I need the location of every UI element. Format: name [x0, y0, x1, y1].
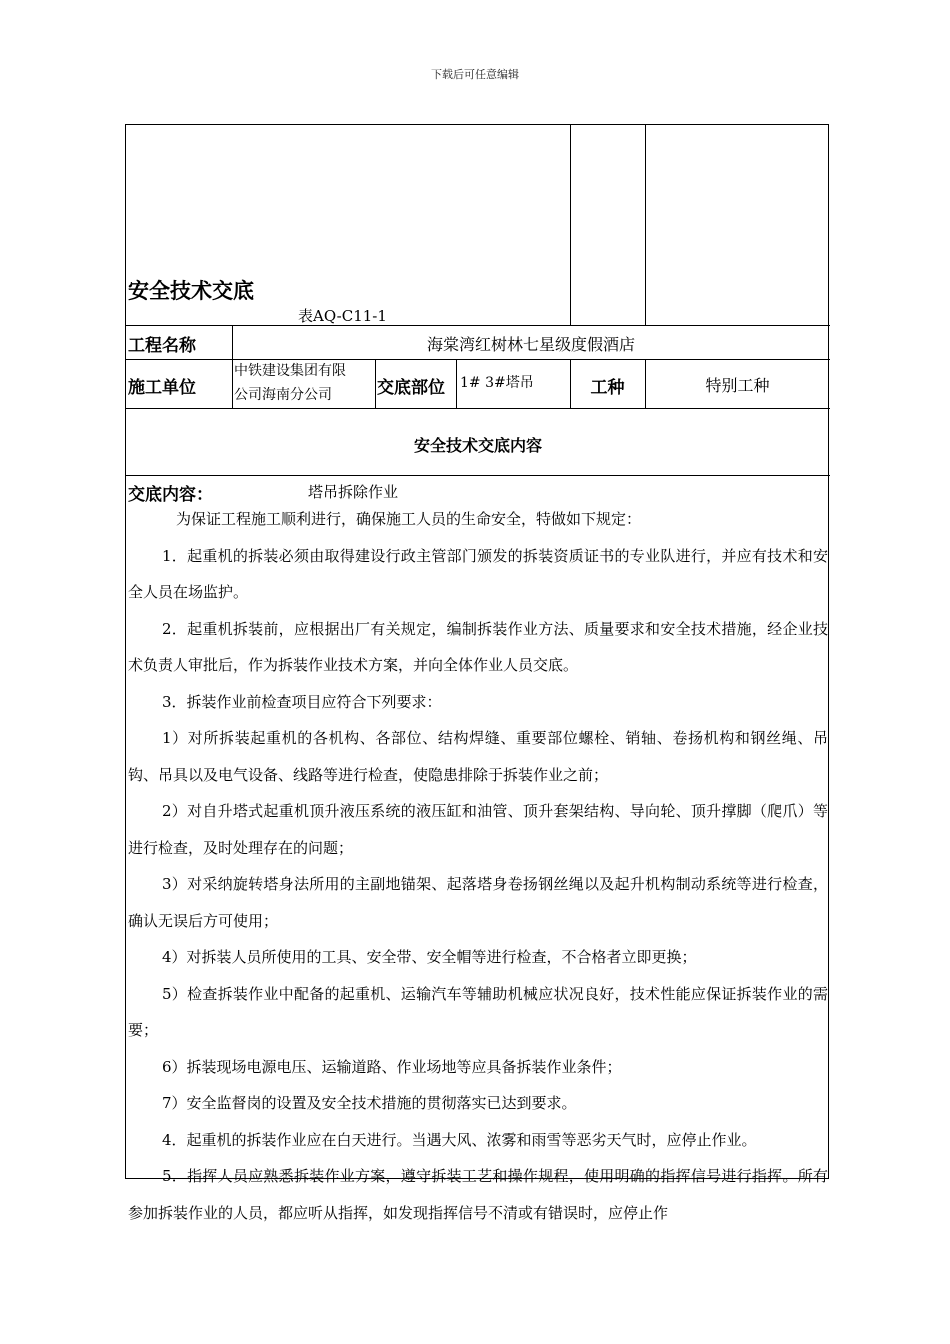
divider	[570, 125, 571, 325]
trade-label: 工种	[590, 378, 625, 398]
section-title: 安全技术交底内容	[413, 436, 542, 455]
divider	[126, 408, 830, 409]
rule-paragraph: 1．起重机的拆装必须由取得建设行政主管部门颁发的拆装资质证书的专业队进行，并应有技术和安全人员在场监护。	[128, 546, 828, 601]
rule-paragraph: 3）对采纳旋转塔身法所用的主副地锚架、起落塔身卷扬钢丝绳以及起升机构制动系统等进行检查，确认无误后方可使用；	[128, 875, 828, 930]
unit-label: 施工单位	[128, 378, 196, 398]
divider	[645, 125, 646, 325]
divider	[375, 359, 376, 408]
rule-paragraph: 5）检查拆装作业中配备的起重机、运输汽车等辅助机械应状况良好，技术性能应保证拆装作业的需要；	[128, 984, 828, 1039]
rule-paragraph: 4．起重机的拆装作业应在白天进行。当遇大风、浓雾和雨雪等恶劣天气时，应停止作业。	[162, 1130, 757, 1149]
content-label: 交底内容：	[128, 485, 213, 505]
rule-paragraph: 1）对所拆装起重机的各机构、各部位、结构焊缝、重要部位螺栓、销轴、卷扬机构和钢丝绳、吊钩、吊具以及电气设备、线路等进行检查，使隐患排除于拆装作业之前；	[128, 729, 828, 784]
content-body	[128, 501, 828, 1231]
header-note: 下载后可任意编辑	[431, 68, 519, 81]
divider	[126, 475, 830, 476]
project-value: 海棠湾红树林七星级度假酒店	[426, 335, 635, 354]
rule-paragraph: 4）对拆装人员所使用的工具、安全带、安全帽等进行检查，不合格者立即更换；	[162, 948, 697, 966]
part-value: 1# 3#塔吊	[460, 375, 534, 391]
unit-value-line1: 中铁建设集团有限	[234, 363, 346, 379]
intro-paragraph: 为保证工程施工顺利进行，确保施工人员的生命安全，特做如下规定：	[176, 510, 642, 528]
form-title: 安全技术交底	[128, 279, 254, 303]
safety-briefing-form	[125, 124, 829, 1222]
trade-value: 特别工种	[705, 376, 770, 395]
divider	[456, 359, 457, 408]
rule-paragraph: 3．拆装作业前检查项目应符合下列要求：	[162, 692, 442, 711]
rule-paragraph: 2）对自升塔式起重机顶升液压系统的液压缸和油管、顶升套架结构、导向轮、顶升撑脚（爬爪）等进行检查，及时处理存在的问题；	[128, 802, 828, 857]
content-topic: 塔吊拆除作业	[308, 483, 399, 501]
rule-paragraph: 2．起重机拆装前，应根据出厂有关规定，编制拆装作业方法、质量要求和安全技术措施，经企业技术负责人审批后，作为拆装作业技术方案，并向全体作业人员交底。	[128, 619, 828, 674]
part-label: 交底部位	[377, 378, 445, 398]
rule-paragraph: 7）安全监督岗的设置及安全技术措施的贯彻落实已达到要求。	[162, 1094, 577, 1112]
project-label: 工程名称	[128, 336, 196, 356]
form-code: 表AQ-C11-1	[298, 307, 387, 325]
unit-value-line2: 公司海南分公司	[234, 387, 332, 403]
rule-paragraph: 6）拆装现场电源电压、运输道路、作业场地等应具备拆装作业条件；	[162, 1057, 622, 1076]
rule-paragraph: 5．指挥人员应熟悉拆装作业方案，遵守拆装工艺和操作规程，使用明确的指挥信号进行指挥。所有参加拆装作业的人员，都应听从指挥，如发现指挥信号不清或有错误时，应停止作	[128, 1167, 828, 1222]
